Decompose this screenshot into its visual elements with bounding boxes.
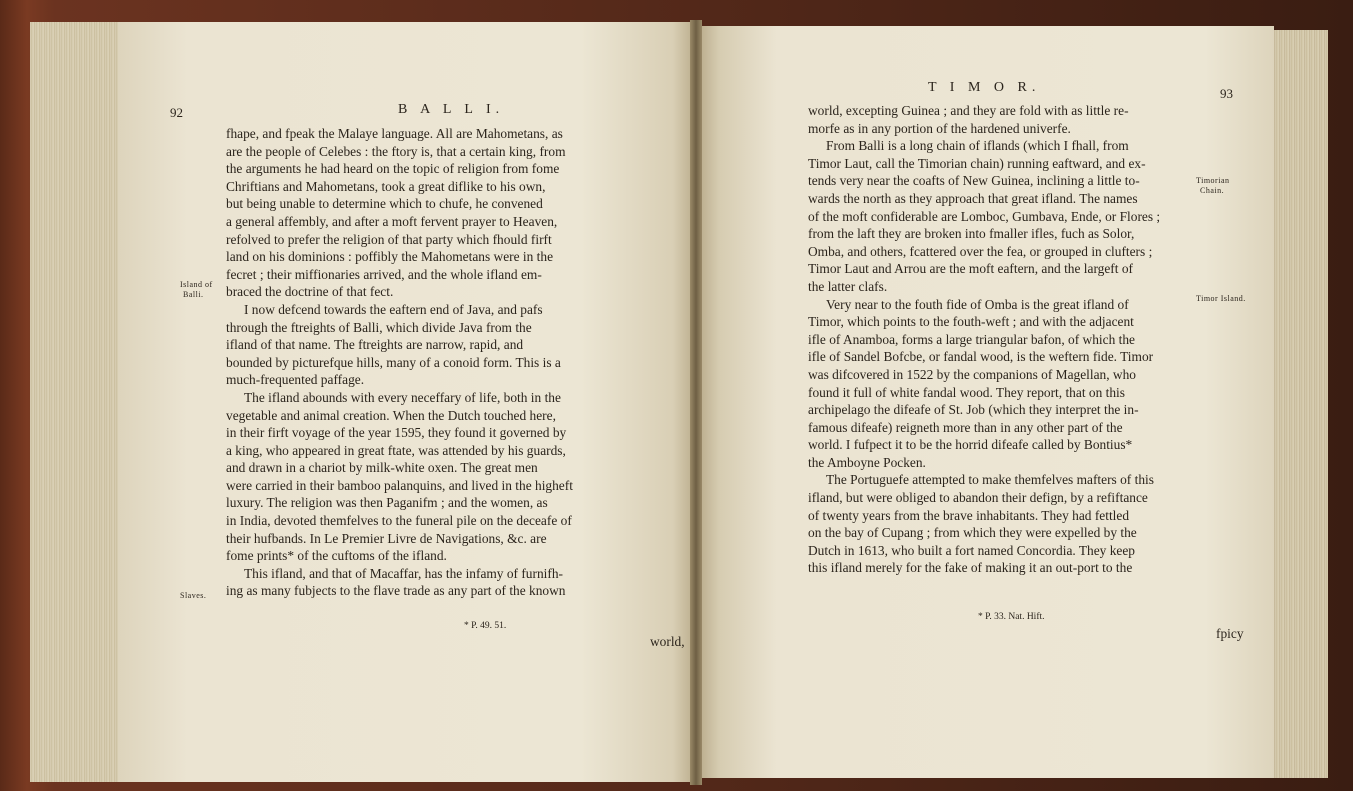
text-line: but being unable to determine which to chufe, he convened	[226, 196, 543, 212]
text-line: the Amboyne Pocken.	[808, 454, 926, 470]
text-line: From Balli is a long chain of iflands (which I fhall, from	[826, 138, 1129, 154]
left-page	[118, 22, 696, 782]
text-line: ifland, but were obliged to abandon their defign, by a refiftance	[808, 490, 1148, 506]
text-line: their hufbands. In Le Premier Livre de Navigations, &c. are	[226, 530, 547, 546]
margin-note-timor-island: Timor Island.	[1196, 294, 1246, 303]
text-line: bounded by picturefque hills, many of a conoid form. This is a	[226, 354, 561, 370]
text-line: fome prints* of the cuftoms of the ifland.	[226, 548, 447, 564]
text-line: were carried in their bamboo palanquins, and lived in the higheft	[226, 477, 573, 493]
text-line: this ifland merely for the fake of making it an out-port to the	[808, 560, 1133, 576]
footnote-left: * P. 49. 51.	[464, 621, 507, 631]
text-line: world, excepting Guinea ; and they are fold with as little re-	[808, 103, 1129, 118]
text-line: luxury. The religion was then Paganifm ; and the women, as	[226, 495, 548, 511]
text-line: through the ftreights of Balli, which divide Java from the	[226, 319, 532, 335]
text-line: in India, devoted themfelves to the funeral pile on the deceafe of	[226, 513, 572, 529]
text-line: Very near to the fouth fide of Omba is the great ifland of	[826, 296, 1129, 312]
text-line: and drawn in a chariot by milk-white oxen. The great men	[226, 460, 538, 476]
text-line: morfe as in any portion of the hardened univerfe.	[808, 120, 1071, 136]
text-line: fecret ; their miffionaries arrived, and the whole ifland em-	[226, 266, 542, 282]
book-gutter	[690, 20, 702, 785]
margin-note-island-of-balli: Island of Balli.	[180, 280, 213, 299]
text-line: was difcovered in 1522 by the companions of Magellan, who	[808, 366, 1136, 382]
text-line: archipelago the difeafe of St. Job (which they interpret the in-	[808, 402, 1139, 418]
text-line: found it full of white fandal wood. They report, that on this	[808, 384, 1125, 400]
text-line: a king, who appeared in great ftate, was attended by his guards,	[226, 442, 566, 458]
text-line: in their firft voyage of the year 1595, they found it governed by	[226, 425, 567, 441]
text-line: tends very near the coafts of New Guinea, inclining a little to-	[808, 173, 1140, 189]
text-line: vegetable and animal creation. When the Dutch touched here,	[226, 407, 556, 423]
page-edges-right	[1270, 30, 1328, 778]
text-line: Timor, which points to the fouth-weft ; and with the adjacent	[808, 314, 1134, 330]
page-edges-left	[30, 22, 120, 782]
right-page	[696, 26, 1274, 778]
text-line: Dutch in 1613, who built a fort named Concordia. They keep	[808, 542, 1136, 558]
text-line: the arguments he had heard on the topic of religion from fome	[226, 161, 560, 177]
text-line: from the laft they are broken into fmaller ifles, fuch as Solor,	[808, 226, 1135, 242]
text-line: on the bay of Cupang ; from which they were expelled by the	[808, 525, 1137, 541]
catchword-left: world,	[650, 634, 685, 649]
margin-note-slaves: Slaves.	[180, 591, 207, 600]
text-line: braced the doctrine of that fect.	[226, 284, 394, 300]
text-line: of the moft confiderable are Lomboc, Gumbava, Ende, or Flores ;	[808, 208, 1161, 224]
text-line: world. I fufpect it to be the horrid difeafe called by Bontius*	[808, 437, 1133, 453]
page-number-right: 93	[1220, 86, 1233, 101]
left-page-text	[226, 125, 686, 600]
catchword-right: fpicy	[1216, 626, 1244, 641]
text-line: of twenty years from the brave inhabitants. They had fettled	[808, 507, 1130, 523]
text-line: the latter clafs.	[808, 278, 888, 294]
text-line: Timor Laut and Arrou are the moft eaftern, and the largeft of	[808, 261, 1133, 277]
running-head-left: B A L L I.	[398, 102, 505, 117]
text-line: This ifland, and that of Macaffar, has the infamy of furnifh-	[244, 565, 563, 581]
text-line: refolved to prefer the religion of that party which fhould firft	[226, 231, 552, 247]
text-line: much-frequented paffage.	[226, 372, 365, 388]
text-line: ifland of that name. The ftreights are narrow, rapid, and	[226, 337, 524, 353]
text-line: The ifland abounds with every neceffary of life, both in the	[244, 389, 561, 405]
text-line: Chriftians and Mahometans, took a great diflike to his own,	[226, 178, 546, 194]
text-line: The Portuguefe attempted to make themfelves mafters of this	[826, 472, 1154, 488]
running-head-right: T I M O R.	[928, 80, 1041, 95]
right-page-text	[808, 102, 1260, 577]
page-number-left: 92	[170, 105, 183, 120]
text-line: are the people of Celebes : the ftory is, that a certain king, from	[226, 143, 566, 159]
footnote-right: * P. 33. Nat. Hift.	[978, 612, 1045, 622]
text-line: fhape, and fpeak the Malaye language. All are Mahometans, as	[226, 126, 563, 141]
text-line: I now defcend towards the eaftern end of Java, and pafs	[244, 301, 543, 317]
text-line: a general affembly, and after a moft fervent prayer to Heaven,	[226, 213, 558, 229]
text-line: ing as many fubjects to the flave trade as any part of the known	[226, 583, 566, 599]
text-line: ifle of Anamboa, forms a large triangular bafon, of which the	[808, 331, 1135, 347]
text-line: ifle of Sandel Bofcbe, or fandal wood, is the weftern fide. Timor	[808, 349, 1154, 365]
text-line: Timor Laut, call the Timorian chain) running eaftward, and ex-	[808, 155, 1146, 171]
text-line: Omba, and others, fcattered over the fea, or grouped in clufters ;	[808, 243, 1153, 259]
text-line: land on his dominions : poffibly the Mahometans were in the	[226, 249, 554, 265]
text-line: wards the north as they approach that great ifland. The names	[808, 190, 1138, 206]
text-line: famous difeafe) reigneth more than in any other part of the	[808, 419, 1123, 435]
margin-note-timorian-chain: Timorian Chain.	[1196, 176, 1230, 195]
